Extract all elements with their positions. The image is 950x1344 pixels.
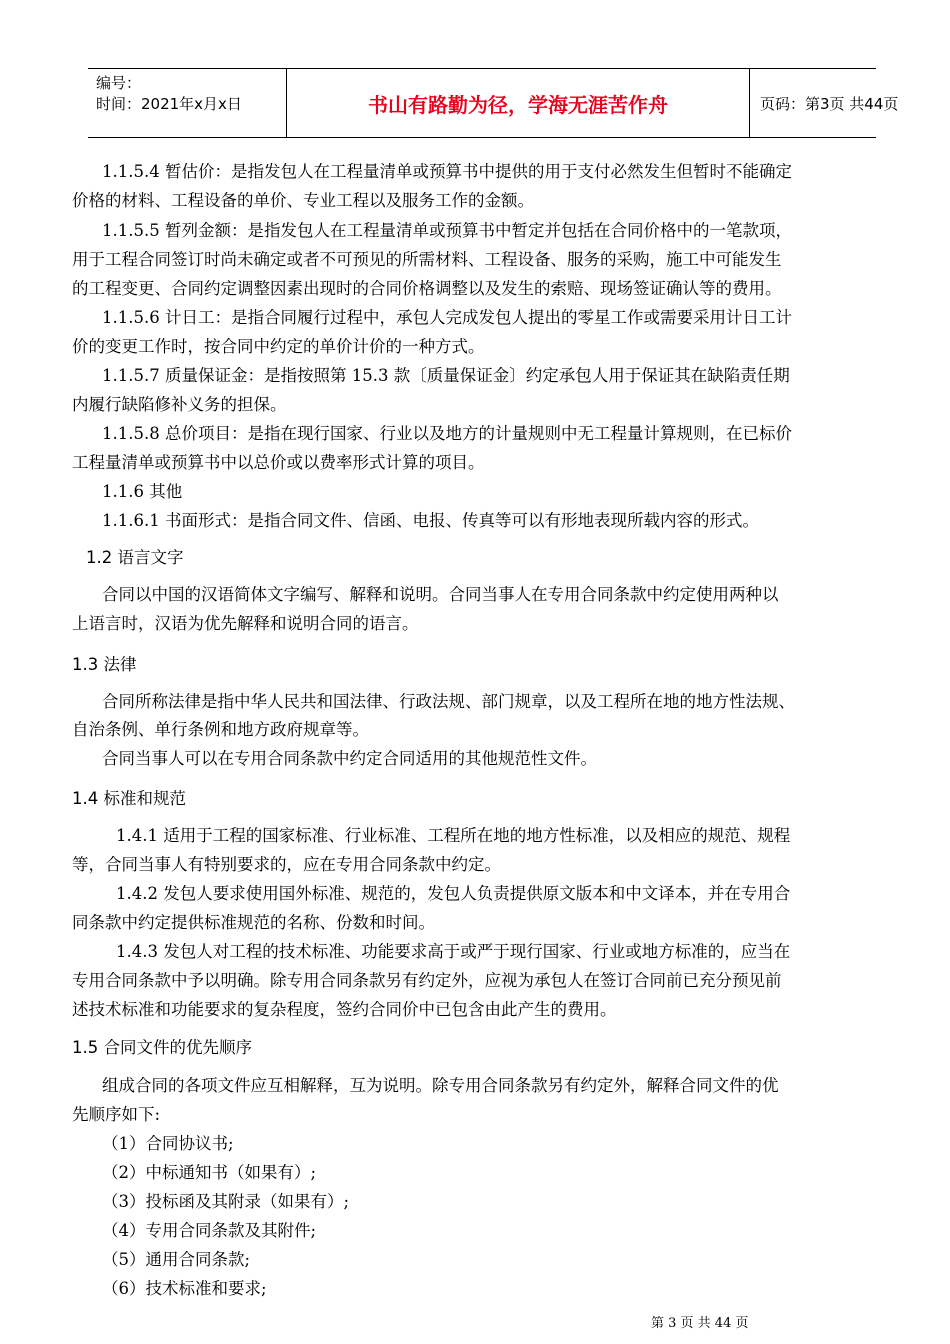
body-line: 述技术标准和功能要求的复杂程度，签约合同价中已包含由此产生的费用。 — [72, 1000, 617, 1019]
body-line: 自治条例、单行条例和地方政府规章等。 — [72, 720, 369, 739]
list-item: （2）中标通知书（如果有）; — [102, 1163, 317, 1182]
section-heading: 1.2 语言文字 — [86, 548, 184, 567]
body-line: 合同以中国的汉语简体文字编写、解释和说明。合同当事人在专用合同条款中约定使用两种以 — [102, 585, 779, 604]
list-item: （6）技术标准和要求; — [102, 1279, 267, 1298]
body-line: 内履行缺陷修补义务的担保。 — [72, 395, 287, 414]
header-slogan: 书山有路勤为径，学海无涯苦作舟 — [368, 93, 668, 117]
section-heading: 1.4 标准和规范 — [72, 789, 186, 808]
list-item: （5）通用合同条款; — [102, 1250, 251, 1269]
document-time-label: 时间：2021年x月x日 — [96, 95, 242, 113]
body-line: 合同当事人可以在专用合同条款中约定合同适用的其他规范性文件。 — [102, 749, 597, 768]
body-line: 组成合同的各项文件应互相解释，互为说明。除专用合同条款另有约定外，解释合同文件的优 — [102, 1076, 779, 1095]
body-line: 1.1.6.1 书面形式：是指合同文件、信函、电报、传真等可以有形地表现所载内容的形式。 — [102, 511, 759, 530]
body-line: 合同所称法律是指中华人民共和国法律、行政法规、部门规章，以及工程所在地的地方性法规、 — [102, 692, 795, 711]
body-line: 专用合同条款中予以明确。除专用合同条款另有约定外，应视为承包人在签订合同前已充分预见前 — [72, 971, 782, 990]
list-item: （1）合同协议书; — [102, 1134, 234, 1153]
section-heading: 1.3 法律 — [72, 655, 137, 674]
page-header — [88, 68, 899, 138]
body-line: 用于工程合同签订时尚未确定或者不可预见的所需材料、工程设备、服务的采购，施工中可能发生 — [72, 250, 782, 269]
body-line: 1.1.5.5 暂列金额：是指发包人在工程量清单或预算书中暂定并包括在合同价格中的一笔款项， — [102, 221, 792, 240]
header-meta-cell — [88, 69, 286, 137]
body-line: 1.1.5.4 暂估价：是指发包人在工程量清单或预算书中提供的用于支付必然发生但暂时不能确定 — [102, 162, 792, 181]
body-line: 等，合同当事人有特别要求的，应在专用合同条款中约定。 — [72, 855, 501, 874]
body-line: 先顺序如下: — [72, 1105, 161, 1124]
document-number-label: 编号： — [96, 74, 142, 92]
body-line: 1.4.3 发包人对工程的技术标准、功能要求高于或严于现行国家、行业或地方标准的，应当在 — [116, 942, 791, 961]
header-slogan-cell — [286, 69, 750, 137]
body-line: 同条款中约定提供标准规范的名称、份数和时间。 — [72, 913, 435, 932]
header-page-cell — [750, 69, 899, 137]
body-line: 1.1.5.7 质量保证金：是指按照第 15.3 款〔质量保证金〕约定承包人用于保证其在缺陷责任期 — [102, 366, 790, 385]
list-item: （3）投标函及其附录（如果有）; — [102, 1192, 350, 1211]
body-line: 1.1.6 其他 — [102, 482, 183, 501]
body-line: 价的变更工作时，按合同中约定的单价计价的一种方式。 — [72, 337, 485, 356]
list-item: （4）专用合同条款及其附件; — [102, 1221, 317, 1240]
body-line: 工程量清单或预算书中以总价或以费率形式计算的项目。 — [72, 453, 485, 472]
section-heading: 1.5 合同文件的优先顺序 — [72, 1038, 252, 1057]
body-line: 1.4.1 适用于工程的国家标准、行业标准、工程所在地的地方性标准，以及相应的规范、规程 — [116, 826, 791, 845]
body-line: 1.1.5.8 总价项目：是指在现行国家、行业以及地方的计量规则中无工程量计算规则，在已标价 — [102, 424, 792, 443]
body-line: 1.1.5.6 计日工：是指合同履行过程中，承包人完成发包人提出的零星工作或需要采用计日工计 — [102, 308, 792, 327]
body-line: 的工程变更、合同约定调整因素出现时的合同价格调整以及发生的索赔、现场签证确认等的费用。 — [72, 279, 782, 298]
body-line: 上语言时，汉语为优先解释和说明合同的语言。 — [72, 614, 419, 633]
body-line: 1.4.2 发包人要求使用国外标准、规范的，发包人负责提供原文版本和中文译本，并在专用合 — [116, 884, 791, 903]
body-line: 价格的材料、工程设备的单价、专业工程以及服务工作的金额。 — [72, 191, 534, 210]
page-footer: 第 3 页 共 44 页 — [651, 1316, 749, 1331]
header-page-code: 页码：第3页 共44页 — [760, 95, 899, 113]
